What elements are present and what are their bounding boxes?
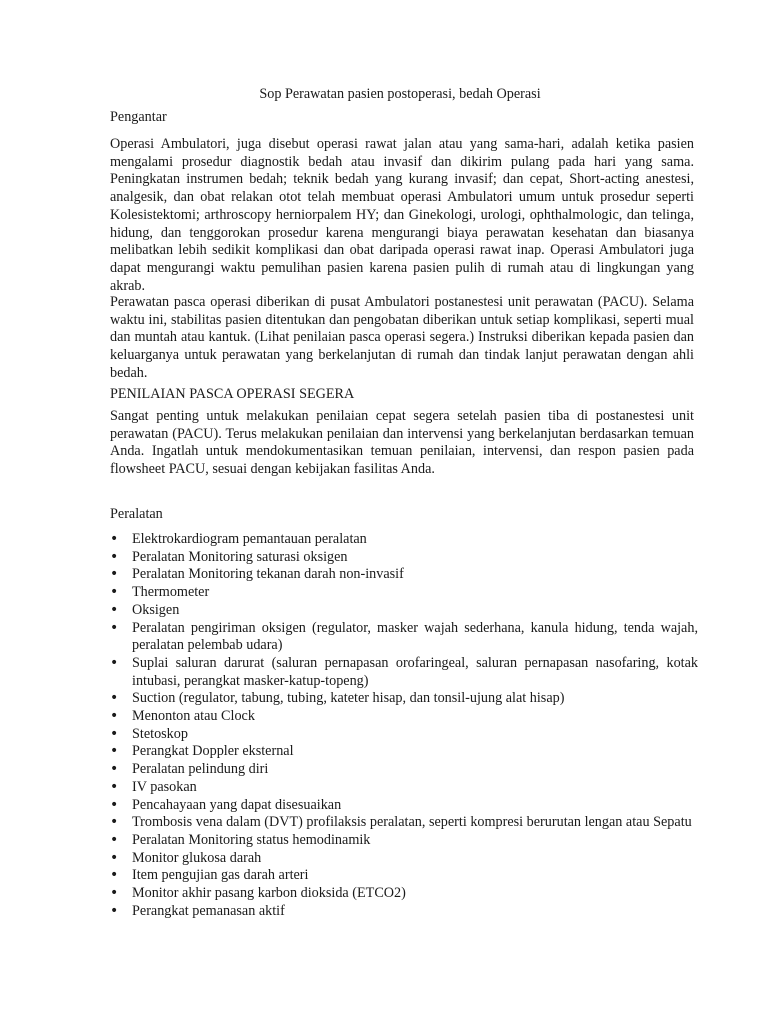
list-item: • IV pasokan [110,779,698,797]
list-item: • Monitor akhir pasang karbon dioksida (ETCO2) [110,885,698,903]
paragraph-intro: Operasi Ambulatori, juga disebut operasi rawat jalan atau yang sama-hari, adalah ketika pasien mengalami prosedur diagnostik bedah atau invasif dan dikirim pulang pada hari yang sama. Peningkatan instrumen bedah; teknik bedah yang kurang invasif; dan cepat, Short-acting anestesi, analgesik, dan obat relakan otot telah membuat operasi Ambulatori umum untuk prosedur seperti Kolesistektomi; arthroscopy herniorpalem HY; dan Ginekologi, urologi, ophthalmologic, dan telinga, hidung, dan tenggorokan prosedur karena mengurangi biaya perawatan kesehatan dan biasanya melibatkan lebih sedikit komplikasi dan obat daripada operasi rawat inap. Operasi Ambulatori juga dapat mengurangi waktu pemulihan pasien karena pasien pulih di rumah atau di lingkungan yang akrab. [110,136,694,294]
list-item: • Oksigen [110,602,698,620]
list-item: • Trombosis vena dalam (DVT) profilaksis peralatan, seperti kompresi berurutan lengan atau Sepatu [110,814,698,832]
equipment-list [110,531,698,920]
list-item: • Pencahayaan yang dapat disesuaikan [110,797,698,815]
document-title: Sop Perawatan pasien postoperasi, bedah Operasi [259,86,541,102]
list-item: • Peralatan Monitoring tekanan darah non-invasif [110,566,698,584]
list-item: • Elektrokardiogram pemantauan peralatan [110,531,698,549]
paragraph-assessment: Sangat penting untuk melakukan penilaian cepat segera setelah pasien tiba di postanestesi unit perawatan (PACU). Terus melakukan penilaian dan intervensi yang berkelanjutan berdasarkan temuan Anda. Ingatlah untuk mendokumentasikan temuan penilaian, intervensi, dan respon pasien pada flowsheet PACU, sesuai dengan kebijakan fasilitas Anda. [110,408,694,478]
list-item: • Stetoskop [110,726,698,744]
list-item: • Item pengujian gas darah arteri [110,867,698,885]
paragraph-pacu: Perawatan pasca operasi diberikan di pusat Ambulatori postanestesi unit perawatan (PACU). Selama waktu ini, stabilitas pasien ditentukan dan pengobatan diberikan untuk setiap komplikasi, seperti mual dan muntah atau kantuk. (Lihat penilaian pasca operasi segera.) Instruksi diberikan kepada pasien dan keluarganya untuk perawatan yang berkelanjutan di rumah dan tindak lanjut perawatan dengan ahli bedah. [110,294,694,381]
heading-intro: Pengantar [110,109,167,125]
list-item: • Peralatan pelindung diri [110,761,698,779]
heading-assessment: PENILAIAN PASCA OPERASI SEGERA [110,386,355,402]
list-item: • Monitor glukosa darah [110,850,698,868]
list-item: • Suction (regulator, tabung, tubing, kateter hisap, dan tonsil-ujung alat hisap) [110,690,698,708]
list-item: • Peralatan Monitoring saturasi oksigen [110,549,698,567]
list-item: • Menonton atau Clock [110,708,698,726]
list-item: • Peralatan Monitoring status hemodinamik [110,832,698,850]
list-item: • Peralatan pengiriman oksigen (regulator, masker wajah sederhana, kanula hidung, tenda wajah, peralatan pelembab udara) [110,620,698,655]
heading-equipment: Peralatan [110,506,163,522]
list-item: • Suplai saluran darurat (saluran pernapasan orofaringeal, saluran pernapasan nasofaring, kotak intubasi, perangkat masker-katup-topeng) [110,655,698,690]
list-item: • Thermometer [110,584,698,602]
list-item: • Perangkat pemanasan aktif [110,903,698,921]
list-item: • Perangkat Doppler eksternal [110,743,698,761]
